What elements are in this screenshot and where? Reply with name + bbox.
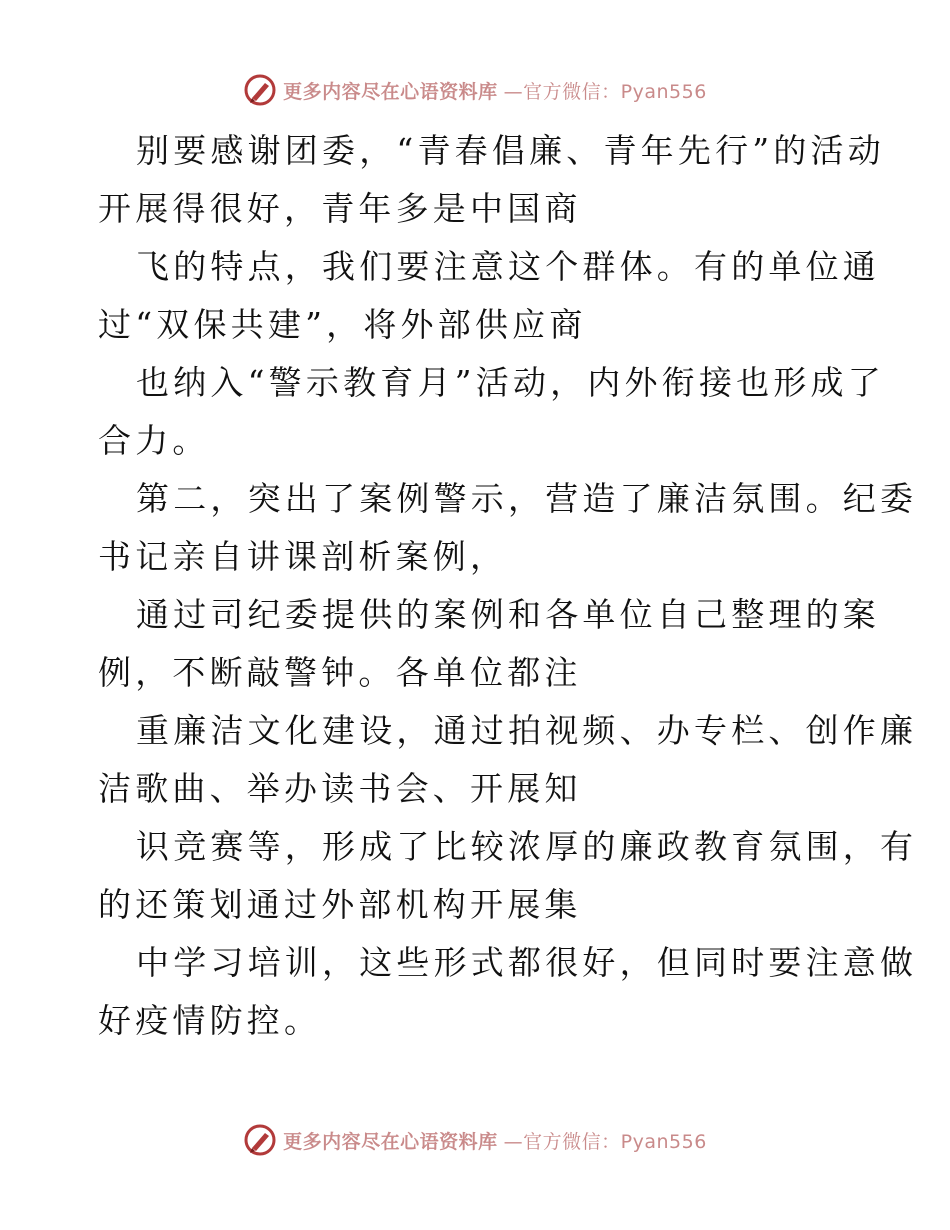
watermark-site-text: 更多内容尽在心语资料库	[283, 1130, 498, 1153]
pen-logo-icon	[243, 1123, 277, 1157]
body-line-7: 第二，突出了案例警示，营造了廉洁氛围。纪委	[136, 479, 918, 518]
footer-watermark	[0, 1120, 950, 1160]
body-line-8: 书记亲自讲课剖析案例，	[98, 537, 508, 576]
body-line-11: 重廉洁文化建设，通过拍视频、办专栏、创作廉	[136, 711, 918, 750]
body-line-9: 通过司纪委提供的案例和各单位自己整理的案	[136, 595, 880, 634]
watermark-wechat-text: —官方微信：Pyan556	[503, 1130, 707, 1153]
pen-logo-icon	[243, 73, 277, 107]
body-line-3: 飞的特点，我们要注意这个群体。有的单位通	[136, 247, 880, 286]
body-line-1: 别要感谢团委，“青春倡廉、青年先行”的活动	[136, 131, 885, 170]
body-line-15: 中学习培训，这些形式都很好，但同时要注意做	[136, 943, 918, 982]
watermark-site-text: 更多内容尽在心语资料库	[283, 80, 498, 103]
watermark-wechat-text: —官方微信：Pyan556	[503, 80, 707, 103]
body-line-13: 识竞赛等，形成了比较浓厚的廉政教育氛围，有	[136, 827, 918, 866]
body-line-12: 洁歌曲、举办读书会、开展知	[98, 769, 582, 808]
body-line-16: 好疫情防控。	[98, 1001, 322, 1040]
document-body	[98, 122, 918, 1050]
body-line-5: 也纳入“警示教育月”活动，内外衔接也形成了	[136, 363, 885, 402]
body-line-2: 开展得很好，青年多是中国商	[98, 189, 582, 228]
body-line-10: 例，不断敲警钟。各单位都注	[98, 653, 582, 692]
body-line-4: 过“双保共建”，将外部供应商	[98, 305, 587, 344]
body-line-6: 合力。	[98, 421, 210, 460]
header-watermark	[0, 70, 950, 110]
body-line-14: 的还策划通过外部机构开展集	[98, 885, 582, 924]
